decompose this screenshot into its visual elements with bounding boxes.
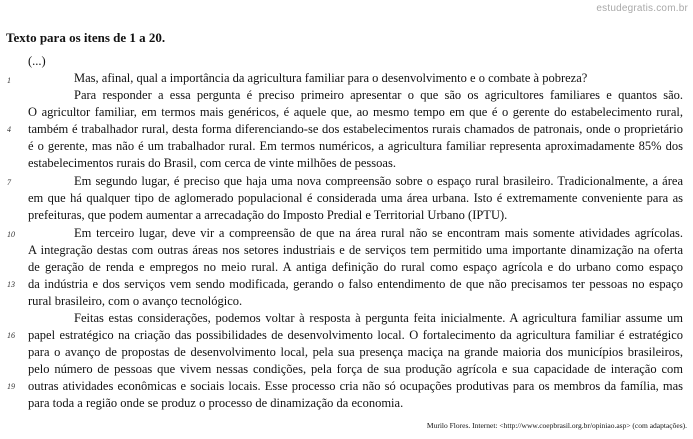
line-number: 1 <box>7 76 11 85</box>
text-line: papel estratégico na criação das possibilidades de desenvolvimento local. O fortalecimento da agricultura familiar é estratégico <box>28 328 683 342</box>
text-line: também é trabalhador rural, desta forma diferenciando-se dos estabelecimentos rurais chamados de patronais, onde o proprietário <box>28 122 683 136</box>
text-line: rural brasileiro, com o avanço tecnológico. <box>28 294 243 308</box>
line-number: 7 <box>7 178 11 187</box>
text-line: para o avanço de propostas de desenvolvimento local, pela sua presença maciça na grande maioria dos municípios brasileiros, <box>28 345 683 359</box>
text-line: outras atividades econômicas e sociais locais. Esse processo cria não só ocupações produtivas para os membros da família, mas <box>28 379 683 393</box>
ellipsis: (...) <box>28 54 46 68</box>
text-line: prefeituras, que podem aumentar a arrecadação do Imposto Predial e Territorial Urbano (IPTU). <box>28 208 508 222</box>
line-number: 4 <box>7 125 11 134</box>
text-line: da indústria e dos serviços vem sendo modificada, gerando o falso entendimento de que não precisamos ter pessoas no espaço <box>28 277 683 291</box>
text-line: Feitas estas considerações, podemos voltar à resposta à pergunta feita inicialmente. A agricultura familiar assume um <box>74 311 683 325</box>
text-line: em que há qualquer tipo de aglomerado populacional é considerada uma área urbana. Isto é extremamente conveniente para as <box>28 191 683 205</box>
line-number: 16 <box>7 331 15 340</box>
text-line: é o gerente, mas não é um trabalhador rural. Em termos numéricos, a agricultura familiar representa aproximadamente 85% dos <box>28 139 683 153</box>
line-number: 13 <box>7 280 15 289</box>
text-line: A integração destas com outras áreas nos setores industriais e de serviços tem permitido uma importante dinamização na oferta <box>28 243 683 257</box>
line-number: 10 <box>7 230 15 239</box>
source-citation: Murilo Flores. Internet: <http://www.coepbrasil.org.br/opiniao.asp> (com adaptações). <box>426 421 687 430</box>
text-line: pelo número de pessoas que vivem nessas condições, pela força de sua produção agrícola e sua capacidade de interação com <box>28 362 683 376</box>
text-line: para toda a região onde se produz o processo de dinamização da economia. <box>28 396 404 410</box>
watermark: estudegratis.com.br <box>596 3 688 14</box>
text-line: Em segundo lugar, é preciso que haja uma nova compreensão sobre o espaço rural brasileiro. Tradicionalmente, a área <box>74 174 683 188</box>
text-line: estabelecimentos rurais do Brasil, com cerca de vinte milhões de pessoas. <box>28 156 396 170</box>
line-number: 19 <box>7 382 15 391</box>
section-heading: Texto para os itens de 1 a 20. <box>6 30 166 45</box>
text-line: Mas, afinal, qual a importância da agricultura familiar para o desenvolvimento e o combate à pobreza? <box>74 71 588 85</box>
text-line: Para responder a essa pergunta é preciso primeiro apresentar o que são os agricultores familiares e quantos são. <box>74 88 683 102</box>
text-line: de geração de renda e empregos no meio rural. A antiga definição do rural como espaço agrícola e do urbano como espaço <box>28 260 683 274</box>
text-line: Em terceiro lugar, deve vir a compreensão de que na área rural não se encontram mais somente atividades agrícolas. <box>74 226 683 240</box>
text-line: O agricultor familiar, em termos mais genéricos, é aquele que, ao mesmo tempo em que é o gerente do estabelecimento rural, <box>28 105 683 119</box>
